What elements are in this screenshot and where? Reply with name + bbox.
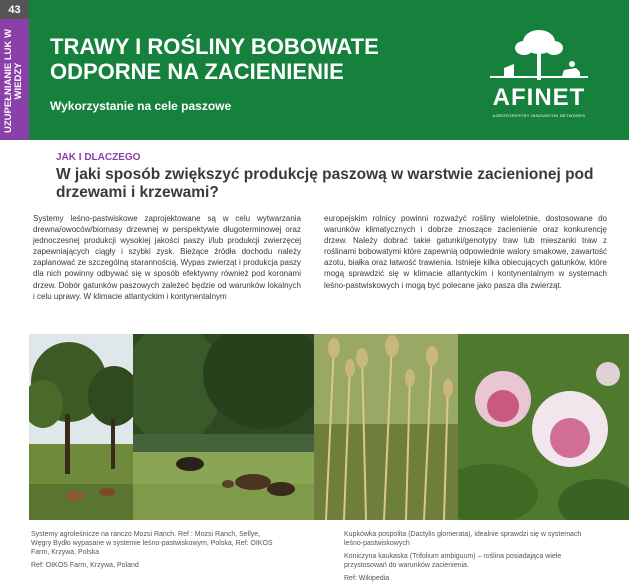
page-title: TRAWY I ROŚLINY BOBOWATE ODPORNE NA ZACIENIENIE [50,34,379,84]
caption-left-text: Systemy agroleśnicze na ranczo Mozsi Ranch. Ref : Mozsi Ranch, Sellye, Węgry Bydło wypasane w systemie leśno-pastwiskowym, Polska, Ref: OIKOS Farm, Krzywa, Polska [31,531,273,556]
section-headline: W jaki sposób zwiększyć produkcję paszową w warstwie zacienionej pod drzewami i krzewami? [56,166,594,201]
side-tab [0,19,29,140]
caption-right-text-1: Kupkówka pospolita (Dactylis glomerata), idealnie sprawdzi się w systemach leśno-pastwiskowych [344,531,582,547]
cattle-under-trees-photo [29,334,133,520]
side-tab-label: UZUPEŁNIANIE LUK W WIEDZY [3,29,24,133]
cattle-in-forest-pasture-photo [133,334,314,520]
afinet-logo-text: AFINET [492,84,586,111]
afinet-logo-icon [484,28,594,84]
caption-left [31,530,281,570]
body-text-left: Systemy leśno-pastwiskowe zaprojektowane są w celu wytwarzania drewna/owoców/biomasy drzewnej w perspektywie długoterminowej oraz jednoczesnej produkcji wysokiej jakości paszy i/lub produkcji zwierzęcej zapewniających ciągły i szybki zysk. Bieżące źródła dochodu należy zaplanować ze szczególną starannością. Wypas zwierząt i produkcja paszy dla nich powinny odbywać się w sposób efektywny również pod koronami drzew. Dobór gatunków paszowych zależeć będzie od warunków lokalnych i celu uprawy. W klimacie atlantyckim i kontynentalnym [33,214,301,301]
afinet-logo-tagline: AGROFORESTRY INNOVATION NETWORKS [492,113,586,118]
orchard-grass-photo [314,334,458,520]
caption-right-text-2: Koniczyna kaukaska (Trifolium ambiguum) – roślina posiadająca wiele przystosowań do warunków zacienienia. [344,553,562,569]
section-kicker: JAK I DLACZEGO [56,152,141,163]
caption-right-ref: Ref: Wikipedia [344,575,390,582]
page-number: 43 [0,0,29,19]
caption-left-ref: Ref: OIKOS Farm, Krzywa, Poland [31,562,139,569]
header-banner [0,0,629,140]
body-text-right: europejskim rolnicy powinni rozważyć rośliny wieloletnie, dostosowane do warunków klimatycznych i dobrze znoszące zacienienie oraz konkurencję drzew. Należy dobrać takie gatunki/genotypy traw lub mieszanki traw z roślinami bobowatymi które zapewnią odpowiednie walory smakowe, zawartość azotu, białka oraz łatwość trawienia. Istnieje kilka obiecujących gatunków, które mogą sprawdzić się w klimacie atlantyckim i kontynentalnym w systemach leśno-pastwiskowych i mogą być polecane jako pasza dla zwierząt. [324,214,607,290]
caption-right [344,530,594,583]
page-subtitle: Wykorzystanie na cele paszowe [50,99,232,113]
caucasian-clover-photo [458,334,629,520]
